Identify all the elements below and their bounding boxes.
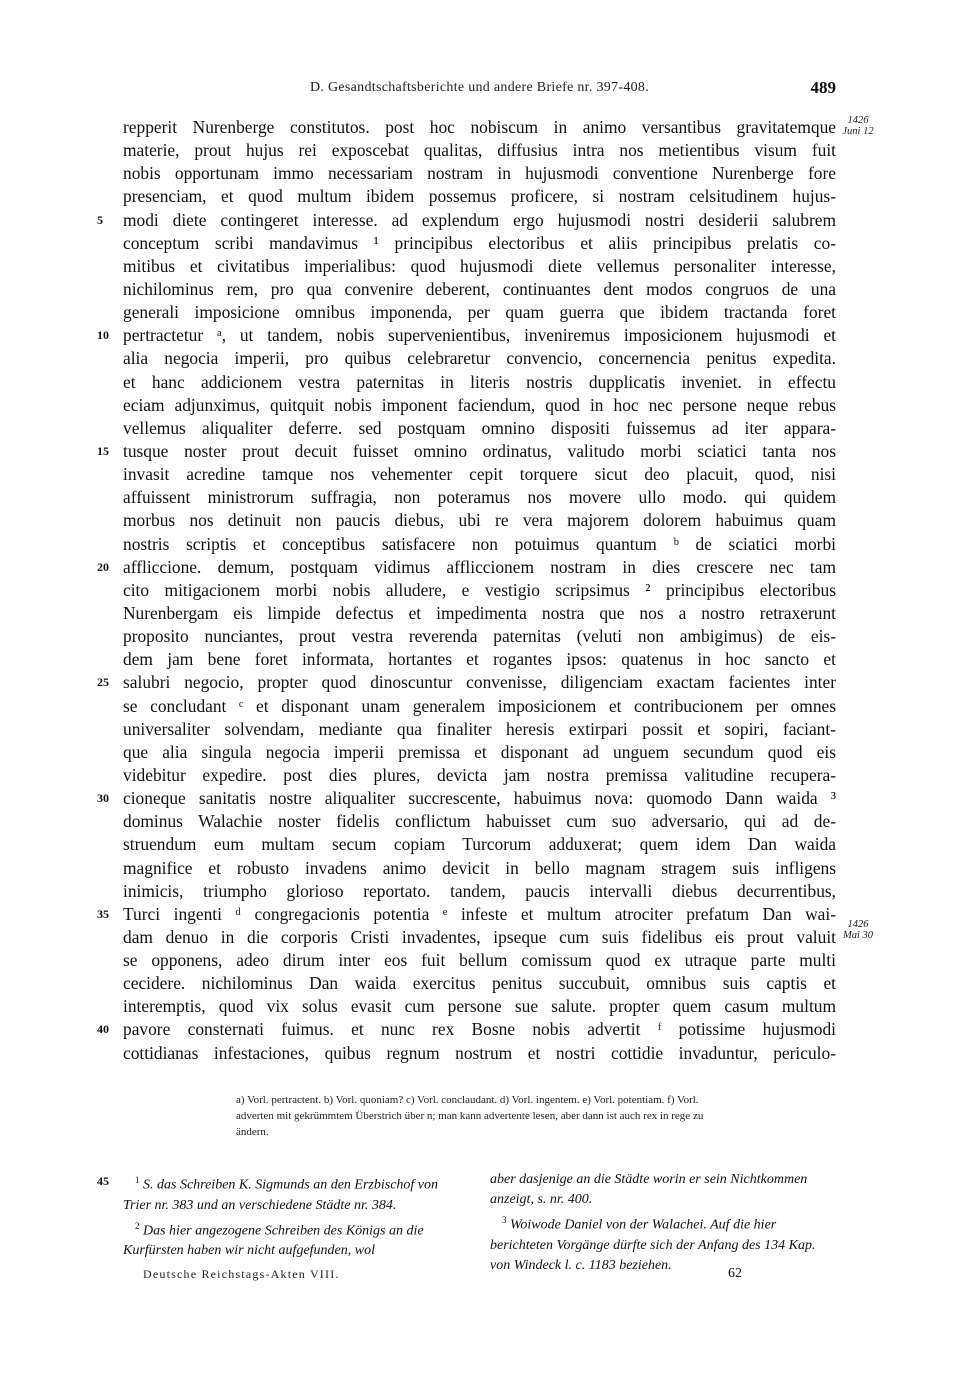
text-line — [123, 995, 836, 1018]
margin-note-date: Juni 12 — [842, 126, 874, 137]
text-line-content: eciam adjunximus, quitquit nobis imponent faciendum, quod in hoc nec persone neque rebus — [123, 394, 836, 415]
text-line — [123, 371, 836, 394]
margin-date-note — [838, 115, 878, 137]
footnote-3: $^3$ Woiwode Daniel von der Walachei. Auf die hier berichteten Vorgänge dürfte sich der Anfang des 134 Kap. von Windeck l. c. 1183 beziehen. — [490, 1215, 816, 1273]
margin-note-year: 1426 — [847, 919, 869, 930]
text-line — [123, 232, 836, 255]
line-number: 25 — [97, 675, 109, 690]
text-line — [123, 486, 836, 509]
text-line-content: salubri negocio, propter quod dinoscuntur convenisse, diligenciam exactam facientes inter — [123, 672, 836, 693]
text-line — [123, 463, 836, 486]
text-line-content: Nurenbergam eis limpide defectus et impedimenta nostra que nos a nostro retraxerunt — [123, 602, 836, 623]
text-line — [123, 880, 836, 903]
text-line-content: universaliter solvendam, mediante qua finaliter heresis extirpari possit et sopiri, faciant- — [123, 718, 836, 739]
text-line — [123, 972, 836, 995]
text-line — [97, 787, 836, 810]
footnote-2: $^2$ Das hier angezogene Schreiben des Königs an die Kurfürsten haben wir nicht aufgefunden, wol — [123, 1220, 424, 1259]
margin-note-year: 1426 — [847, 115, 869, 126]
text-line — [123, 741, 836, 764]
footnote-1: $^1$ S. das Schreiben K. Sigmunds an den Erzbischof von Trier nr. 383 und an verschiedene Städte nr. 384. — [123, 1175, 439, 1213]
text-line-content: alia negocia imperii, pro quibus celebraretur convencio, concernencia penitus expedita. — [123, 348, 836, 369]
text-line-content: cottidianas infestaciones, quibus regnum nostrum et nostri cottidie invaduntur, periculo- — [123, 1042, 836, 1063]
text-line — [123, 417, 836, 440]
text-line — [123, 255, 836, 278]
text-line — [97, 209, 836, 232]
text-line — [123, 718, 836, 741]
line-number: 10 — [97, 328, 109, 343]
text-line-content: se concludant ᶜ et disponant unam generalem imposicionem et contribucionem per omnes — [123, 695, 836, 716]
text-line — [123, 185, 836, 208]
footnote-line-number: 45 — [97, 1174, 109, 1188]
text-line-content: morbus nos detinuit non paucis diebus, ubi re vera majorem dolorem habuimus quam — [123, 510, 836, 531]
text-line — [123, 625, 836, 648]
text-line-content: affliccione. demum, postquam vidimus affliccionem nostram in dies crescere nec tam — [123, 556, 836, 577]
text-line-content: interemptis, quod vix solus evasit cum persone sue salute. propter quem casum multum — [123, 996, 836, 1017]
text-line — [123, 509, 836, 532]
text-line — [123, 833, 836, 856]
text-line — [97, 440, 836, 463]
text-line-content: pertractetur ᵃ, ut tandem, nobis supervenientibus, inveniremus imposicionem hujusmodi et — [123, 325, 836, 346]
main-text — [97, 116, 836, 1065]
text-line — [123, 1042, 836, 1065]
text-line-content: magnifice et robusto invadens animo devicit in bello magnam stragem suis infligens — [123, 857, 836, 878]
text-line-content: presenciam, et quod multum ibidem possemus proficere, si nostram celsitudinem hujus- — [123, 186, 836, 207]
variant-line: ändern. — [236, 1126, 269, 1138]
text-line-content: conceptum scribi mandavimus ¹ principibus electoribus et aliis principibus prelatis co- — [123, 232, 836, 253]
text-line — [123, 116, 836, 139]
line-number: 35 — [97, 906, 109, 921]
text-line-content: cecidere. nichilominus Dan waida exercitus penitus succubuit, omnibus suis captis et — [123, 973, 836, 994]
text-line — [123, 602, 836, 625]
text-line-content: nobis opportunam immo necessariam nostram in hujusmodi conventione Nurenberge fore — [123, 163, 836, 184]
text-line-content: materie, prout hujus rei exposcebat qualitas, diffusius intra nos metientibus visum fuit — [123, 140, 836, 161]
text-line — [123, 764, 836, 787]
text-line-content: dominus Walachie noster fidelis conflictum habuisset cum suo adversario, qui ad de- — [123, 811, 836, 832]
footnote-1-text: S. das Schreiben K. Sigmunds an den Erzbischof von Trier nr. 383 und an verschiedene Städte nr. 384. — [123, 1177, 439, 1213]
text-line — [123, 579, 836, 602]
running-head — [123, 80, 836, 102]
page-number: 489 — [810, 78, 836, 97]
text-line — [97, 324, 836, 347]
line-number: 30 — [97, 791, 109, 806]
text-line — [123, 347, 836, 370]
text-line-content: modi diete contingeret interesse. ad explendum ergo hujusmodi nostri desiderii salubrem — [123, 209, 836, 230]
footnote-3-text: Woiwode Daniel von der Walachei. Auf die hier berichteten Vorgänge dürfte sich der Anfang des 134 Kap. von Windeck l. c. 1183 beziehen. — [490, 1217, 816, 1273]
text-line — [123, 533, 836, 556]
text-line-content: dem jam bene foret informata, hortantes et rogantes ipsos: quatenus in hoc sancto et — [123, 649, 836, 670]
text-line-content: et hanc addicionem vestra paternitas in literis nostris dupplicatis inveniet. in effectu — [123, 371, 836, 392]
text-line-content: tusque noster prout decuit fuisset omnino ordinatus, valitudo morbi sciatici tanta nos — [123, 440, 836, 461]
running-title: D. Gesandtschaftsberichte und andere Briefe nr. 397-408. — [309, 80, 650, 95]
text-line-content: proposito nunciantes, prout vestra reverenda paternitas (veluti non ambigimus) de eis- — [123, 626, 836, 647]
line-number: 40 — [97, 1022, 109, 1037]
text-line — [123, 648, 836, 671]
text-line — [97, 556, 836, 579]
text-line-content: nostris scriptis et conceptibus satisfacere non potuimus quantum ᵇ de sciatici morbi — [123, 533, 836, 554]
variant-line: a) Vorl. pertractent. b) Vorl. quoniam? c) Vorl. conclaudant. d) Vorl. ingentem. e) Vorl. potentiam. f) Vorl. — [236, 1094, 699, 1106]
text-line-content: repperit Nurenberge constitutos. post hoc nobiscum in animo versantibus gravitatemque — [123, 117, 836, 137]
text-line-content: Turci ingenti ᵈ congregacionis potentia ᵉ infeste et multum atrociter prefatum Dan wai- — [123, 903, 836, 924]
text-line — [123, 394, 836, 417]
text-line — [97, 1018, 836, 1041]
margin-date-note — [838, 919, 878, 941]
text-line — [123, 857, 836, 880]
line-number: 5 — [97, 212, 103, 227]
text-line — [123, 162, 836, 185]
text-line-content: struendum eum multam secum copiam Turcorum adduxerat; quem idem Dan waida — [123, 834, 836, 855]
text-line-content: pavore consternati fuimus. et nunc rex Bosne nobis advertit ᶠ potissime hujusmodi — [123, 1019, 836, 1040]
footnote-column-right — [490, 1170, 836, 1276]
text-line — [123, 810, 836, 833]
variant-line: adverten mit gekrümmtem Überstrich über n; man kann advertente lesen, aber dann ist auch rex in rege zu — [236, 1110, 704, 1122]
margin-note-date: Mai 30 — [842, 930, 874, 941]
text-line-content: dam denuo in die corporis Cristi invadentes, ipseque cum suis fidelibus eis prout valuit — [123, 926, 836, 947]
line-number: 20 — [97, 559, 109, 574]
text-line-content: cioneque sanitatis nostre aliqualiter succrescente, habuimus nova: quomodo Dann waida ³ — [123, 788, 836, 809]
text-line — [123, 301, 836, 324]
text-line — [123, 695, 836, 718]
footnote-2-text: Das hier angezogene Schreiben des Königs an die Kurfürsten haben wir nicht aufgefunden, wol — [123, 1223, 424, 1259]
text-line — [123, 139, 836, 162]
footnote-2-continued: aber dasjenige an die Städte worin er sein Nichtkommen anzeigt, s. nr. 400. — [490, 1172, 808, 1207]
text-line-content: generali imposicione omnibus imponenda, per quam guerra que ibidem tractanda foret — [123, 302, 836, 323]
text-line-content: que alia singula negocia imperii premissa et disponant ad unguem secundum quod eis — [123, 741, 836, 762]
text-line-content: affuissent ministrorum suffragia, non poteramus nos movere ullo modo. qui quidem — [123, 487, 836, 508]
footnote-column-left — [123, 1170, 469, 1261]
text-line — [123, 949, 836, 972]
text-line-content: videbitur expedire. post dies plures, devicta jam nostra premissa valitudine recupera- — [123, 764, 836, 785]
text-line-content: vellemus aliqualiter deferre. sed postquam omnino dispositi fuissemus ad iter appara- — [123, 417, 836, 438]
text-line-content: se opponens, adeo dirum inter eos fuit bellum comissum quod ex utraque parte multi — [123, 950, 836, 971]
text-line — [97, 903, 836, 926]
text-line-content: inimicis, triumpho glorioso reportato. tandem, paucis intervalli diebus decurrentibus, — [123, 880, 836, 901]
text-line-content: invasit acredine tamque nos vehementer cepit torquere sicut deo placuit, quod, nisi — [123, 464, 836, 485]
text-line — [97, 671, 836, 694]
text-line-content: cito mitigacionem morbi nobis alludere, e vestigio scripsimus ² principibus electoribus — [123, 579, 836, 600]
text-line-content: nichilominus rem, pro qua convenire deberent, continuantes dent modos congruos de una — [123, 278, 836, 299]
text-line — [123, 926, 836, 949]
text-line-content: mitibus et civitatibus imperialibus: quod hujusmodi diete vellemus personaliter interesse, — [123, 255, 836, 276]
imprint: Deutsche Reichstags-Akten VIII. — [143, 1267, 340, 1281]
sheet-number: 62 — [728, 1266, 742, 1281]
line-number: 15 — [97, 443, 109, 458]
text-line — [123, 278, 836, 301]
textual-variants — [236, 1092, 840, 1140]
